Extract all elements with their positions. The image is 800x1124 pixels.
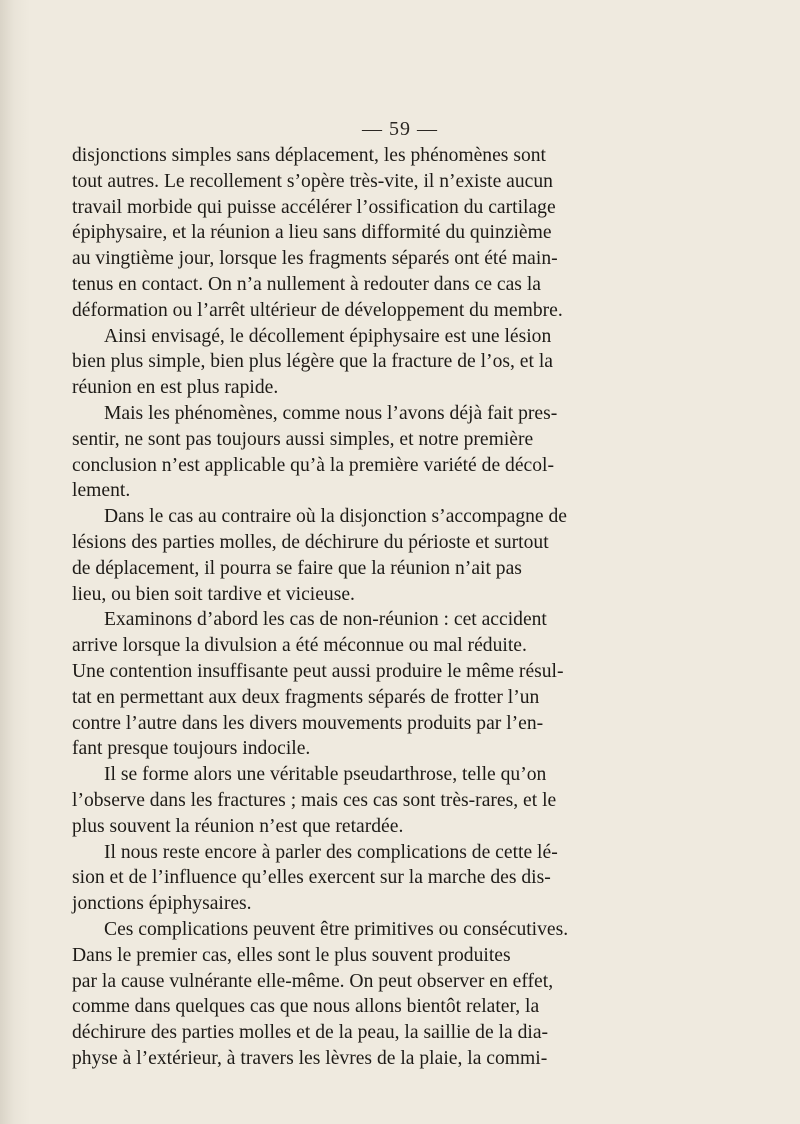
paragraph-continuation: disjonctions simples sans déplacement, les phénomènes sont tout autres. Le recollement s’opère très-vite, il n’existe aucun travail morbide qui puisse accélérer l’ossification du cartilage épiphysaire, et la réunion a lieu sans difformité du quinzième au vingtième jour, lorsque les fragments séparés ont été main- tenus en contact. On n’a nullement à redouter dans ce cas la déformation ou l’arrêt ultérieur de développement du membre. — [72, 145, 563, 321]
paragraph: Il se forme alors une véritable pseudarthrose, telle qu’on l’observe dans les fractures ; mais ces cas sont très-rares, et le plus souvent la réunion n’est que retardée. — [72, 764, 557, 837]
paragraph: Mais les phénomènes, comme nous l’avons déjà fait pres- sentir, ne sont pas toujours aussi simples, et notre première conclusion n’est applicable qu’à la première variété de décol- lement. — [72, 402, 558, 502]
paragraph: Il nous reste encore à parler des complications de cette lé- sion et de l’influence qu’elles exercent sur la marche des dis- jonctions épiphysaires. — [72, 841, 558, 915]
paragraph: Ainsi envisagé, le décollement épiphysaire est une lésion bien plus simple, bien plus légère que la fracture de l’os, et la réunion en est plus rapide. — [72, 325, 553, 399]
body-text — [72, 143, 723, 1072]
paragraph: Dans le cas au contraire où la disjonction s’accompagne de lésions des parties molles, de déchirure du périoste et surtout de déplacement, il pourra se faire que la réunion n’ait pas lieu, ou bien soit tardive et vicieuse. — [72, 506, 567, 605]
paragraph: Examinons d’abord les cas de non-réunion : cet accident arrive lorsque la divulsion a été méconnue ou mal réduite. Une contention insuffisante peut aussi produire le même résul- tat en permettant aux deux fragments séparés de frotter l’un contre l’autre dans les divers mouvements produits par l’en- fant presque toujours indocile. — [72, 609, 564, 760]
page-number: — 59 — — [362, 118, 438, 140]
paragraph: Ces complications peuvent être primitives ou consécutives. Dans le premier cas, elles sont le plus souvent produites par la cause vulnérante elle-même. On peut observer en effet, comme dans quelques cas que nous allons bientôt relater, la déchirure des parties molles et de la peau, la saillie de la dia- physe à l’extérieur, à travers les lèvres de la plaie, la commi- — [72, 918, 569, 1069]
